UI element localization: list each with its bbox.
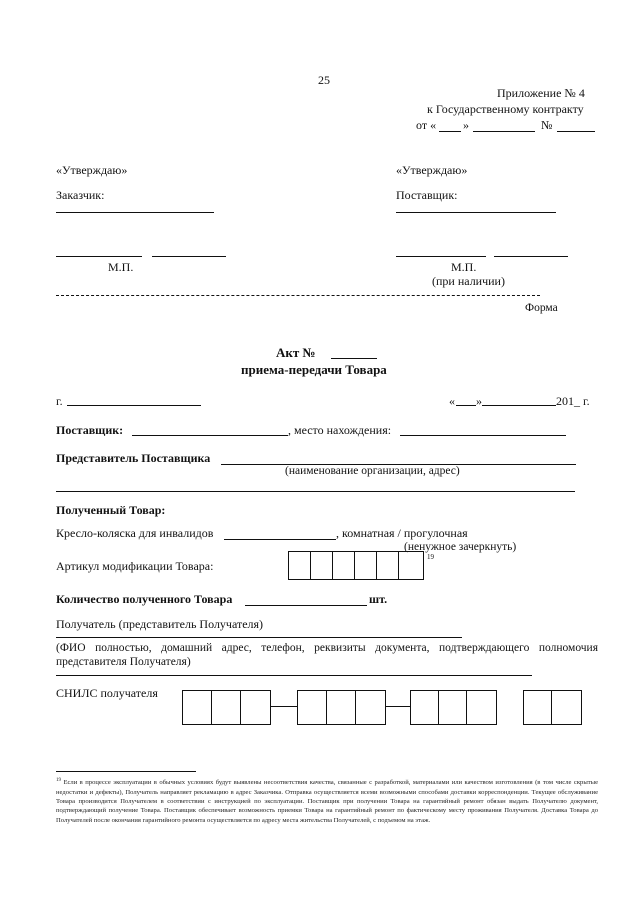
customer-name-sign-line xyxy=(152,256,226,257)
date-quote-close: » xyxy=(476,394,482,408)
snils-label: СНИЛС получателя xyxy=(56,686,158,700)
snils-cell[interactable] xyxy=(467,691,496,724)
article-code-cell[interactable] xyxy=(377,552,399,579)
snils-cell[interactable] xyxy=(212,691,241,724)
snils-group-1[interactable] xyxy=(182,690,271,725)
article-code-boxes[interactable] xyxy=(288,551,424,580)
customer-stamp: М.П. xyxy=(108,260,134,274)
form-label: Форма xyxy=(525,302,558,314)
annex-ot: от « xyxy=(416,118,437,132)
supplier-location-line xyxy=(400,435,566,436)
snils-connector xyxy=(385,706,410,707)
representative-line-2 xyxy=(56,491,575,492)
article-footnote-mark: 19 xyxy=(427,553,434,561)
supplier-label: Поставщик: xyxy=(56,423,124,437)
representative-label: Представитель Поставщика xyxy=(56,451,211,465)
quantity-line xyxy=(245,605,367,606)
snils-cell[interactable] xyxy=(411,691,439,724)
article-code-cell[interactable] xyxy=(311,552,333,579)
footnote-separator xyxy=(56,771,196,772)
city-line xyxy=(67,405,201,406)
page-number: 25 xyxy=(318,73,330,87)
date-month-line xyxy=(482,405,556,406)
annex-number-sign: № xyxy=(541,118,553,132)
approve-left-title: «Утверждаю» xyxy=(56,163,128,177)
annex-line-1: Приложение № 4 xyxy=(497,86,585,100)
goods-heading: Полученный Товар: xyxy=(56,503,166,517)
annex-month-line xyxy=(473,131,535,132)
supplier-stamp: М.П. xyxy=(451,260,477,274)
customer-sign-line xyxy=(56,256,142,257)
snils-cell[interactable] xyxy=(327,691,356,724)
approve-left-role: Заказчик: xyxy=(56,188,105,202)
quantity-unit: шт. xyxy=(369,592,388,606)
annex-number-line xyxy=(557,131,595,132)
goods-item: Кресло-коляска для инвалидов xyxy=(56,526,214,540)
approve-right-title: «Утверждаю» xyxy=(396,163,468,177)
supplier-name-line xyxy=(396,212,556,213)
snils-cell[interactable] xyxy=(356,691,385,724)
recipient-hint: (ФИО полностью, домашний адрес, телефон, реквизиты документа, подтверждающего полномочия представителя Получателя) xyxy=(56,642,598,668)
goods-variant: , комнатная / прогулочная xyxy=(336,526,468,540)
snils-cell[interactable] xyxy=(183,691,212,724)
recipient-line xyxy=(56,637,462,638)
recipient-label: Получатель (представитель Получателя) xyxy=(56,617,264,631)
supplier-field-line xyxy=(132,435,288,436)
date-year: 201_ г. xyxy=(556,394,590,408)
snils-group-3[interactable] xyxy=(410,690,497,725)
article-label: Артикул модификации Товара: xyxy=(56,559,214,573)
approve-right-role: Поставщик: xyxy=(396,188,458,202)
recipient-line-2 xyxy=(56,675,532,676)
goods-item-line xyxy=(224,539,336,540)
snils-cell[interactable] xyxy=(241,691,270,724)
annex-line-2: к Государственному контракту xyxy=(427,102,584,116)
article-code-cell[interactable] xyxy=(289,552,311,579)
supplier-name-sign-line xyxy=(494,256,568,257)
snils-cell[interactable] xyxy=(552,691,581,724)
article-code-cell[interactable] xyxy=(333,552,355,579)
snils-cell[interactable] xyxy=(439,691,467,724)
supplier-location-label: , место нахождения: xyxy=(288,423,392,437)
supplier-stamp-note: (при наличии) xyxy=(432,274,505,288)
date-day-line xyxy=(456,405,476,406)
snils-group-4[interactable] xyxy=(523,690,582,725)
quantity-label: Количество полученного Товара xyxy=(56,592,233,606)
snils-cell[interactable] xyxy=(298,691,327,724)
snils-connector xyxy=(270,706,297,707)
snils-cell[interactable] xyxy=(524,691,552,724)
goods-variant-hint: (ненужное зачеркнуть) xyxy=(404,541,517,553)
supplier-sign-line xyxy=(396,256,486,257)
footnote xyxy=(56,776,598,825)
act-number-line xyxy=(331,358,377,359)
annex-quote-close: » xyxy=(463,118,469,132)
article-code-cell[interactable] xyxy=(399,552,423,579)
footnote-text: Если в процессе эксплуатации в обычных условиях будут выявлены несоответствия качества, связанные с разработкой, материалами или качеством изготовления (в том числе скрытые недостатки и дефекты), Получатель направляет рекламацию в адрес Заказчика. Отправка осуществляется всеми возможными способами доставки корреспонденции. Текущее обслуживание Товара производится Получателем в соответствии с инструкцией по эксплуатации. Поставщик при получении Товара на гарантийный ремонт обязан выдать Получателю документ, подтверждающий получение Товара. Поставщик обеспечивает возможность приемки Товара на гарантийный ремонт по фактическому месту проживания Получателя. Доставка Товара до Получателей после окончания гарантийного ремонта осуществляется по адресу места жительства Получателей, с подъемом на этаж. xyxy=(56,779,598,824)
customer-name-line xyxy=(56,212,214,213)
article-code-cell[interactable] xyxy=(355,552,377,579)
snils-group-2[interactable] xyxy=(297,690,386,725)
act-subtitle: приема-передачи Товара xyxy=(241,362,387,377)
date-quote-open: « xyxy=(449,394,455,408)
annex-day-line xyxy=(439,131,461,132)
cut-line xyxy=(56,295,540,296)
representative-hint: (наименование организации, адрес) xyxy=(285,465,460,477)
act-title: Акт № xyxy=(276,345,316,360)
footnote-mark: 19 xyxy=(56,778,61,783)
city-prefix: г. xyxy=(56,394,63,408)
